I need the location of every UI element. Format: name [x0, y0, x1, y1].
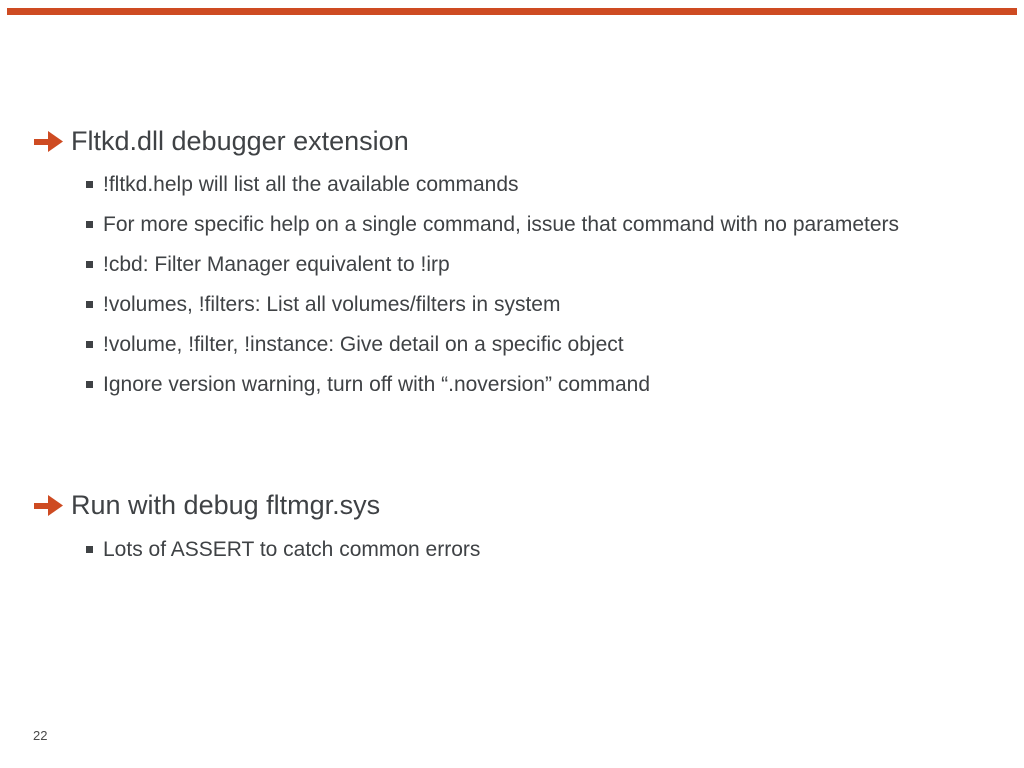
bullet-item	[103, 535, 908, 565]
square-bullet-icon	[86, 546, 93, 553]
square-bullet-icon	[86, 261, 93, 268]
bullet-item	[103, 290, 908, 320]
square-bullet-icon	[86, 181, 93, 188]
bullet-text: !fltkd.help will list all the available commands	[103, 173, 519, 196]
top-accent-bar	[7, 8, 1017, 15]
square-bullet-icon	[86, 381, 93, 388]
bullet-item	[103, 330, 908, 360]
bullet-item	[103, 250, 908, 280]
bullet-text: !volumes, !filters: List all volumes/filters in system	[103, 293, 561, 316]
section-1-bullet-list	[103, 170, 908, 410]
bullet-item	[103, 170, 908, 200]
bullet-text: !volume, !filter, !instance: Give detail on a specific object	[103, 333, 624, 356]
arrow-bullet-icon	[34, 131, 63, 152]
bullet-item	[103, 370, 908, 400]
bullet-item	[103, 210, 908, 240]
bullet-text: Lots of ASSERT to catch common errors	[103, 538, 481, 561]
bullet-text: !cbd: Filter Manager equivalent to !irp	[103, 253, 450, 276]
section-2-title-row	[34, 490, 380, 520]
page-number: 22	[33, 728, 48, 743]
bullet-text: For more specific help on a single command, issue that command with no parameters	[103, 213, 900, 236]
section-2-bullet-list	[103, 535, 908, 575]
section-title: Fltkd.dll debugger extension	[71, 126, 409, 156]
square-bullet-icon	[86, 301, 93, 308]
bullet-text: Ignore version warning, turn off with “.noversion” command	[103, 373, 651, 396]
arrow-bullet-icon	[34, 495, 63, 516]
square-bullet-icon	[86, 221, 93, 228]
section-1-title-row	[34, 126, 409, 156]
section-title: Run with debug fltmgr.sys	[71, 490, 381, 520]
square-bullet-icon	[86, 341, 93, 348]
